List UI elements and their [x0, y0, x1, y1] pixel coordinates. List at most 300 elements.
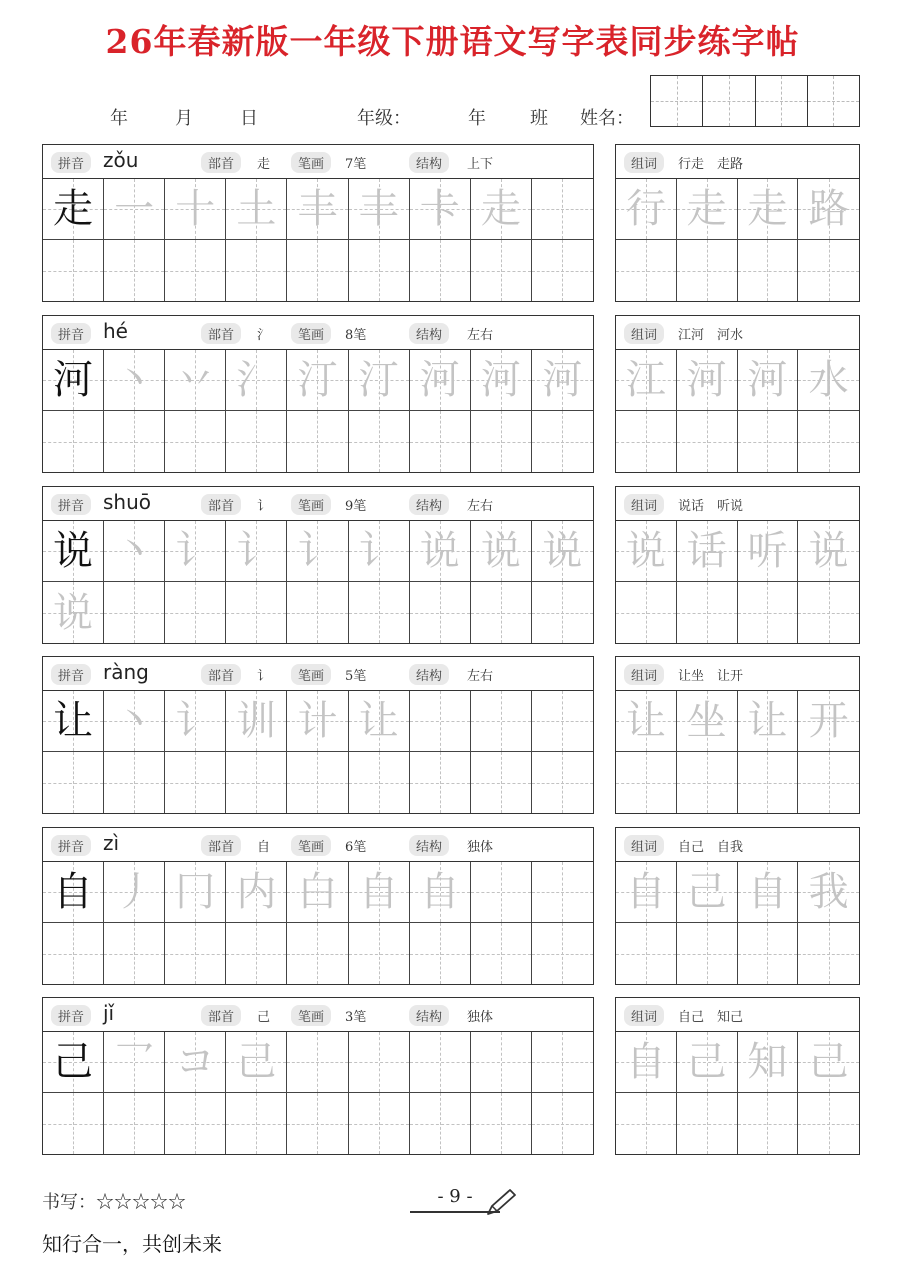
writing-cell[interactable]: [532, 691, 593, 752]
writing-cell[interactable]: [471, 350, 532, 411]
writing-cell[interactable]: [43, 350, 104, 411]
writing-cell[interactable]: [349, 862, 410, 923]
writing-cell[interactable]: [104, 752, 165, 813]
writing-cell[interactable]: [287, 411, 348, 472]
strokes-value: 6笔: [345, 840, 367, 855]
writing-cell[interactable]: [532, 240, 593, 301]
pinyin-label: 拼音: [51, 1005, 91, 1026]
trace-char: 十: [175, 186, 216, 232]
writing-cell[interactable]: [43, 179, 104, 240]
words-label: 组词: [624, 664, 664, 685]
radical-value: 讠: [257, 669, 271, 684]
strokes-label: 笔画: [291, 494, 331, 515]
word-info-row: [616, 487, 859, 521]
structure-value: 上下: [467, 157, 494, 172]
trace-char: 丰: [297, 186, 338, 232]
writing-cell[interactable]: [226, 350, 287, 411]
trace-char: 说: [542, 528, 583, 574]
word-cell[interactable]: [677, 179, 738, 240]
writing-cell[interactable]: [43, 923, 104, 984]
model-char: 河: [53, 357, 94, 403]
word-cell[interactable]: [616, 521, 677, 582]
writing-cell[interactable]: [532, 521, 593, 582]
trace-char: 丶: [114, 528, 155, 574]
writing-cell[interactable]: [410, 752, 471, 813]
writing-cell[interactable]: [471, 179, 532, 240]
writing-cell[interactable]: [287, 240, 348, 301]
writing-cell[interactable]: [410, 350, 471, 411]
word-trace-char: 我: [808, 869, 849, 915]
word-cell[interactable]: [738, 521, 799, 582]
trace-char: 河: [542, 357, 583, 403]
pinyin-label: 拼音: [51, 835, 91, 856]
writing-cell[interactable]: [532, 411, 593, 472]
word-trace-char: 自: [625, 869, 666, 915]
pinyin-value: jǐ: [103, 1001, 115, 1025]
structure-label: 结构: [409, 152, 449, 173]
trace-char: コ: [175, 1039, 216, 1085]
word-cell[interactable]: [616, 350, 677, 411]
writing-cell[interactable]: [471, 411, 532, 472]
trace-char: 河: [480, 357, 521, 403]
words-value: 行走 走路: [678, 157, 744, 172]
word-trace-char: 让: [747, 698, 788, 744]
word-trace-char: 自: [747, 869, 788, 915]
strokes-label: 笔画: [291, 1005, 331, 1026]
word-cell[interactable]: [677, 1093, 738, 1154]
word-cell[interactable]: [798, 1032, 859, 1093]
writing-cell[interactable]: [104, 350, 165, 411]
character-card: [42, 656, 594, 814]
strokes-value: 9笔: [345, 499, 367, 514]
writing-cell[interactable]: [226, 862, 287, 923]
word-info-row: [616, 657, 859, 691]
word-trace-char: 自: [625, 1039, 666, 1085]
writing-grid: [43, 179, 593, 301]
trace-char: 己: [236, 1039, 277, 1085]
writing-cell[interactable]: [532, 179, 593, 240]
writing-cell[interactable]: [410, 923, 471, 984]
writing-cell[interactable]: [410, 179, 471, 240]
writing-cell[interactable]: [349, 582, 410, 643]
writing-cell[interactable]: [165, 350, 226, 411]
writing-cell[interactable]: [165, 923, 226, 984]
word-trace-char: 河: [686, 357, 727, 403]
writing-cell[interactable]: [287, 752, 348, 813]
writing-grid: [43, 862, 593, 984]
writing-cell[interactable]: [471, 923, 532, 984]
writing-cell[interactable]: [104, 521, 165, 582]
word-grid: [616, 862, 859, 984]
pinyin-label: 拼音: [51, 152, 91, 173]
writing-cell[interactable]: [43, 862, 104, 923]
word-cell[interactable]: [798, 752, 859, 813]
word-trace-char: 让: [625, 698, 666, 744]
word-cell[interactable]: [738, 923, 799, 984]
writing-cell[interactable]: [43, 582, 104, 643]
word-cell[interactable]: [738, 691, 799, 752]
trace-char: 卡: [419, 186, 460, 232]
writing-cell[interactable]: [532, 862, 593, 923]
writing-cell[interactable]: [226, 411, 287, 472]
writing-cell[interactable]: [287, 691, 348, 752]
writing-cell[interactable]: [226, 923, 287, 984]
writing-cell[interactable]: [165, 862, 226, 923]
writing-cell[interactable]: [165, 240, 226, 301]
word-trace-char: 听: [747, 528, 788, 574]
writing-cell[interactable]: [349, 179, 410, 240]
trace-char: 乛: [114, 1039, 155, 1085]
writing-cell[interactable]: [104, 1093, 165, 1154]
words-value: 江河 河水: [678, 328, 744, 343]
word-cell[interactable]: [677, 350, 738, 411]
page-number: - 9 -: [410, 1186, 500, 1213]
writing-cell[interactable]: [349, 240, 410, 301]
word-cell[interactable]: [677, 521, 738, 582]
trace-char: 白: [297, 869, 338, 915]
writing-cell[interactable]: [104, 691, 165, 752]
word-grid: [616, 1032, 859, 1154]
pinyin-label: 拼音: [51, 664, 91, 685]
strokes-value: 3笔: [345, 1010, 367, 1025]
trace-char: 丷: [175, 357, 216, 403]
word-cell[interactable]: [738, 179, 799, 240]
word-cell[interactable]: [738, 240, 799, 301]
writing-cell[interactable]: [226, 179, 287, 240]
structure-label: 结构: [409, 1005, 449, 1026]
words-value: 让坐 让开: [678, 669, 744, 684]
word-trace-char: 说: [808, 528, 849, 574]
name-writing-grid[interactable]: [650, 75, 860, 127]
writing-cell[interactable]: [43, 521, 104, 582]
trace-char: 说: [480, 528, 521, 574]
word-cell[interactable]: [616, 582, 677, 643]
trace-char: 计: [297, 698, 338, 744]
trace-char: 一: [114, 186, 155, 232]
radical-value: 己: [257, 1010, 271, 1025]
writing-cell[interactable]: [471, 521, 532, 582]
word-info-row: [616, 828, 859, 862]
writing-cell[interactable]: [165, 521, 226, 582]
word-cell[interactable]: [738, 350, 799, 411]
trace-char: 讠: [175, 528, 216, 574]
trace-char: 丶: [114, 698, 155, 744]
word-cell[interactable]: [798, 923, 859, 984]
writing-cell[interactable]: [532, 350, 593, 411]
writing-cell[interactable]: [287, 862, 348, 923]
writing-cell[interactable]: [43, 1032, 104, 1093]
word-cell[interactable]: [798, 179, 859, 240]
writing-cell[interactable]: [349, 1032, 410, 1093]
writing-cell[interactable]: [226, 582, 287, 643]
structure-label: 结构: [409, 835, 449, 856]
word-trace-char: 走: [686, 186, 727, 232]
word-cell[interactable]: [738, 752, 799, 813]
word-trace-char: 知: [747, 1039, 788, 1085]
writing-cell[interactable]: [43, 691, 104, 752]
writing-cell[interactable]: [349, 521, 410, 582]
words-label: 组词: [624, 152, 664, 173]
trace-char: 汀: [358, 357, 399, 403]
writing-cell[interactable]: [165, 691, 226, 752]
writing-cell[interactable]: [410, 411, 471, 472]
writing-cell[interactable]: [471, 862, 532, 923]
grade-year-label: 年: [468, 108, 486, 129]
writing-cell[interactable]: [349, 1093, 410, 1154]
word-cell[interactable]: [616, 411, 677, 472]
writing-cell[interactable]: [104, 240, 165, 301]
character-info-row: [43, 487, 593, 521]
word-card: [615, 486, 860, 644]
writing-cell[interactable]: [165, 582, 226, 643]
writing-cell[interactable]: [43, 240, 104, 301]
word-card: [615, 827, 860, 985]
model-char: 自: [53, 869, 94, 915]
writing-cell[interactable]: [410, 1093, 471, 1154]
trace-char: 丿: [114, 869, 155, 915]
words-label: 组词: [624, 1005, 664, 1026]
word-cell[interactable]: [616, 752, 677, 813]
character-card: [42, 997, 594, 1155]
trace-char: 冂: [175, 869, 216, 915]
radical-label: 部首: [201, 664, 241, 685]
word-cell[interactable]: [677, 752, 738, 813]
writing-cell[interactable]: [104, 411, 165, 472]
word-grid: [616, 691, 859, 813]
writing-cell[interactable]: [532, 1032, 593, 1093]
word-trace-char: 江: [625, 357, 666, 403]
writing-cell[interactable]: [104, 862, 165, 923]
structure-value: 左右: [467, 328, 494, 343]
radical-value: 氵: [257, 328, 271, 343]
writing-cell[interactable]: [410, 521, 471, 582]
pinyin-value: hé: [103, 319, 128, 343]
trace-char: 讠: [358, 528, 399, 574]
character-info-row: [43, 998, 593, 1032]
writing-cell[interactable]: [226, 1032, 287, 1093]
writing-cell[interactable]: [287, 923, 348, 984]
structure-value: 左右: [467, 669, 494, 684]
structure-value: 左右: [467, 499, 494, 514]
writing-cell[interactable]: [165, 752, 226, 813]
grade-label: 年级：: [357, 108, 411, 129]
trace-char: 内: [236, 869, 277, 915]
word-cell[interactable]: [798, 521, 859, 582]
words-label: 组词: [624, 835, 664, 856]
word-trace-char: 开: [808, 698, 849, 744]
word-cell[interactable]: [616, 862, 677, 923]
writing-cell[interactable]: [287, 179, 348, 240]
word-cell[interactable]: [798, 240, 859, 301]
strokes-label: 笔画: [291, 152, 331, 173]
writing-cell[interactable]: [410, 691, 471, 752]
writing-grid: [43, 1032, 593, 1154]
word-cell[interactable]: [677, 923, 738, 984]
word-cell[interactable]: [738, 862, 799, 923]
writing-cell[interactable]: [410, 1032, 471, 1093]
model-char: 说: [53, 528, 94, 574]
word-cell[interactable]: [738, 582, 799, 643]
writing-cell[interactable]: [226, 240, 287, 301]
writing-cell[interactable]: [226, 521, 287, 582]
word-trace-char: 己: [808, 1039, 849, 1085]
character-info-row: [43, 316, 593, 350]
word-cell[interactable]: [738, 1093, 799, 1154]
radical-label: 部首: [201, 835, 241, 856]
word-cell[interactable]: [798, 691, 859, 752]
word-cell[interactable]: [616, 923, 677, 984]
word-cell[interactable]: [798, 350, 859, 411]
character-card: [42, 486, 594, 644]
word-cell[interactable]: [798, 582, 859, 643]
word-cell[interactable]: [798, 411, 859, 472]
strokes-value: 7笔: [345, 157, 367, 172]
writing-cell[interactable]: [349, 411, 410, 472]
words-label: 组词: [624, 494, 664, 515]
writing-cell[interactable]: [104, 179, 165, 240]
word-cell[interactable]: [616, 691, 677, 752]
writing-cell[interactable]: [349, 752, 410, 813]
structure-label: 结构: [409, 323, 449, 344]
words-value: 自己 知己: [678, 1010, 744, 1025]
pinyin-value: zì: [103, 831, 120, 855]
writing-cell[interactable]: [104, 923, 165, 984]
writing-cell[interactable]: [532, 923, 593, 984]
name-box[interactable]: [808, 76, 859, 126]
word-cell[interactable]: [616, 1093, 677, 1154]
writing-cell[interactable]: [532, 752, 593, 813]
structure-label: 结构: [409, 664, 449, 685]
writing-cell[interactable]: [226, 691, 287, 752]
writing-cell[interactable]: [226, 1093, 287, 1154]
writing-cell[interactable]: [287, 582, 348, 643]
word-trace-char: 路: [808, 186, 849, 232]
writing-cell[interactable]: [471, 752, 532, 813]
date-year-label: 年: [110, 108, 128, 129]
page-title: 26年春新版一年级下册语文写字表同步练字帖: [105, 22, 800, 61]
character-card: [42, 827, 594, 985]
word-cell[interactable]: [677, 1032, 738, 1093]
writing-cell[interactable]: [349, 691, 410, 752]
structure-label: 结构: [409, 494, 449, 515]
writing-cell[interactable]: [43, 752, 104, 813]
word-trace-char: 河: [747, 357, 788, 403]
name-box[interactable]: [756, 76, 808, 126]
strokes-value: 5笔: [345, 669, 367, 684]
word-card: [615, 144, 860, 302]
writing-cell[interactable]: [471, 582, 532, 643]
word-cell[interactable]: [738, 1032, 799, 1093]
trace-char: 丶: [114, 357, 155, 403]
word-trace-char: 己: [686, 869, 727, 915]
word-card: [615, 656, 860, 814]
pinyin-value: zǒu: [103, 148, 139, 172]
writing-cell[interactable]: [410, 240, 471, 301]
radical-value: 走: [257, 157, 271, 172]
word-cell[interactable]: [677, 691, 738, 752]
trace-char: 讠: [175, 698, 216, 744]
radical-label: 部首: [201, 494, 241, 515]
class-label: 班: [530, 108, 548, 129]
writing-cell[interactable]: [43, 411, 104, 472]
words-value: 说话 听说: [678, 499, 744, 514]
writing-cell[interactable]: [287, 1032, 348, 1093]
trace-char: 走: [480, 186, 521, 232]
writing-cell[interactable]: [349, 350, 410, 411]
word-cell[interactable]: [798, 1093, 859, 1154]
radical-value: 讠: [257, 499, 271, 514]
writing-cell[interactable]: [165, 179, 226, 240]
writing-cell[interactable]: [532, 582, 593, 643]
trace-char: 讠: [297, 528, 338, 574]
writing-cell[interactable]: [287, 521, 348, 582]
word-cell[interactable]: [677, 582, 738, 643]
writing-cell[interactable]: [104, 582, 165, 643]
writing-cell[interactable]: [410, 582, 471, 643]
writing-cell[interactable]: [532, 1093, 593, 1154]
words-value: 自己 自我: [678, 840, 744, 855]
writing-cell[interactable]: [471, 1093, 532, 1154]
pinyin-value: ràng: [103, 660, 149, 684]
writing-cell[interactable]: [165, 411, 226, 472]
trace-char: 氵: [236, 357, 277, 403]
writing-cell[interactable]: [165, 1032, 226, 1093]
strokes-label: 笔画: [291, 323, 331, 344]
word-trace-char: 坐: [686, 698, 727, 744]
word-cell[interactable]: [738, 411, 799, 472]
structure-value: 独体: [467, 840, 494, 855]
model-char: 走: [53, 186, 94, 232]
character-card: [42, 315, 594, 473]
word-cell[interactable]: [616, 179, 677, 240]
word-cell[interactable]: [616, 240, 677, 301]
name-box[interactable]: [703, 76, 755, 126]
writing-cell[interactable]: [410, 862, 471, 923]
structure-value: 独体: [467, 1010, 494, 1025]
strokes-label: 笔画: [291, 664, 331, 685]
word-cell[interactable]: [616, 1032, 677, 1093]
word-trace-char: 话: [686, 528, 727, 574]
date-day-label: 日: [240, 108, 258, 129]
writing-cell[interactable]: [287, 1093, 348, 1154]
writing-cell[interactable]: [43, 1093, 104, 1154]
word-cell[interactable]: [798, 862, 859, 923]
word-cell[interactable]: [677, 411, 738, 472]
word-trace-char: 己: [686, 1039, 727, 1085]
pinyin-value: shuō: [103, 490, 152, 514]
word-trace-char: 走: [747, 186, 788, 232]
writing-cell[interactable]: [349, 923, 410, 984]
writing-cell[interactable]: [471, 1032, 532, 1093]
trace-char: 自: [358, 869, 399, 915]
name-box[interactable]: [651, 76, 703, 126]
writing-cell[interactable]: [226, 752, 287, 813]
writing-cell[interactable]: [165, 1093, 226, 1154]
word-card: [615, 315, 860, 473]
trace-char: 汀: [297, 357, 338, 403]
word-cell[interactable]: [677, 862, 738, 923]
motto: 知行合一，共创未来: [42, 1232, 222, 1256]
writing-cell[interactable]: [471, 691, 532, 752]
model-char: 己: [53, 1039, 94, 1085]
word-cell[interactable]: [677, 240, 738, 301]
word-grid: [616, 521, 859, 643]
writing-cell[interactable]: [471, 240, 532, 301]
writing-cell[interactable]: [287, 350, 348, 411]
radical-label: 部首: [201, 1005, 241, 1026]
writing-cell[interactable]: [104, 1032, 165, 1093]
word-grid: [616, 179, 859, 301]
